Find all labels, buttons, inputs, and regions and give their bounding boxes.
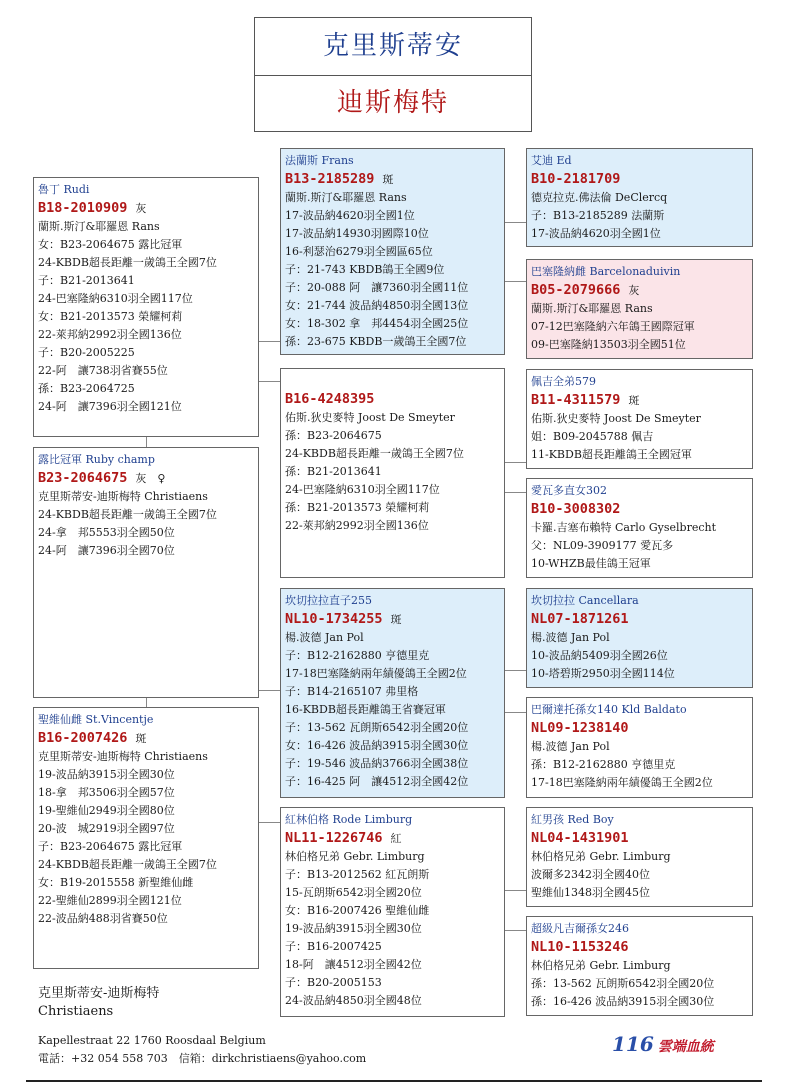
pedigree-line: 德克拉克.佛法倫 DeClercq [531, 191, 668, 204]
pigeon-name: 魯丁 Rudi [38, 183, 90, 196]
color-sex: 灰 [628, 284, 640, 297]
connector [505, 712, 526, 713]
dam-sire-card [280, 588, 505, 798]
pedigree-line: 24-拿 邦5553羽全國50位 [38, 526, 175, 539]
connector [259, 822, 280, 823]
pedigree-line: 17-18巴塞隆納兩年績優鴿王全國2位 [531, 776, 713, 789]
pedigree-line: 16-利瑟治6279羽全國區65位 [285, 245, 433, 258]
pigeon-name: 坎切拉拉 Cancellara [531, 594, 639, 607]
pedigree-line: 女：16-426 波品納3915羽全國30位 [285, 739, 469, 752]
pedigree-line: 女：18-302 拿 邦4454羽全國25位 [285, 317, 469, 330]
ring-number: NL10-1153246 [531, 939, 629, 955]
pedigree-line: 24-KBDB超長距離一歲鴿王全國7位 [38, 256, 217, 269]
pigeon-name: 巴爾達托孫女140 Kld Baldato [531, 703, 687, 716]
color-sex: 紅 [390, 832, 402, 845]
ssd-card [526, 259, 753, 359]
pedigree-line: 子：21-743 KBDB鴿王全國9位 [285, 263, 445, 276]
ring-number: NL10-1734255 斑 [285, 611, 402, 627]
ddd-card [526, 916, 753, 1016]
pedigree-line: 24-巴塞隆納6310羽全國117位 [38, 292, 193, 305]
pedigree-line: 女：B19-2015558 新聖維仙雌 [38, 876, 194, 889]
ring-number: B18-2010909 灰 [38, 200, 147, 216]
pedigree-line: 子：16-425 阿 讓4512羽全國42位 [285, 775, 469, 788]
connector [505, 281, 526, 282]
pedigree-line: 10-WHZB最佳鴿王冠軍 [531, 557, 651, 570]
pedigree-line: 孫：B21-2013641 [285, 465, 382, 478]
pedigree-line: 克里斯蒂安-迪斯梅特 Christiaens [38, 490, 208, 503]
pigeon-name: 艾迪 Ed [531, 154, 572, 167]
pedigree-line: 孫：B23-2064675 [285, 429, 382, 442]
pedigree-line: 17-波品納4620羽全國1位 [285, 209, 415, 222]
dsd-card [526, 697, 753, 798]
pedigree-line: 女：B16-2007426 聖維仙雌 [285, 904, 430, 917]
sds-card [526, 369, 753, 469]
pedigree-line: 楊.波德 Jan Pol [285, 631, 364, 644]
pedigree-line: 18-阿 讓4512羽全國42位 [285, 958, 422, 971]
connector [259, 341, 280, 342]
connector [505, 930, 526, 931]
pedigree-line: 女：21-744 波品納4850羽全國13位 [285, 299, 469, 312]
connector [505, 222, 526, 223]
pigeon-name: 超級凡吉爾孫女246 [531, 922, 629, 935]
pedigree-line: 子：B13-2012562 紅瓦朗斯 [285, 868, 430, 881]
logo-number: 116 [612, 1032, 654, 1056]
ring-number: NL11-1226746 紅 [285, 830, 402, 846]
connector [259, 690, 280, 691]
color-sex: 斑 [135, 732, 147, 745]
color-sex: 斑 [382, 173, 394, 186]
pedigree-line: 佑斯.狄史麥特 Joost De Smeyter [531, 412, 701, 425]
pedigree-line: 19-波品納3915羽全國30位 [285, 922, 422, 935]
pedigree-line: 22-萊邦納2992羽全國136位 [285, 519, 429, 532]
pigeon-name: 紅男孩 Red Boy [531, 813, 614, 826]
pedigree-line: 10-波品納5409羽全國26位 [531, 649, 668, 662]
pedigree-line: 蘭斯.斯汀&耶羅恩 Rans [38, 220, 160, 233]
owner-name: 克里斯蒂安-迪斯梅特 [38, 986, 160, 1001]
logo-text: 雲端血統 [657, 1039, 714, 1055]
color-sex: 灰 ♀ [135, 472, 166, 485]
pigeon-name: 法蘭斯 Frans [285, 154, 354, 167]
pedigree-line: 24-KBDB超長距離一歲鴿王全國7位 [38, 858, 217, 871]
ring-number: B16-2007426 斑 [38, 730, 147, 746]
pedigree-line: 孫：B23-2064725 [38, 382, 135, 395]
pedigree-line: 子：B12-2162880 亨德里克 [285, 649, 430, 662]
pedigree-line: 孫：23-675 KBDB一歲鴿王全國7位 [285, 335, 467, 348]
pigeon-name: 佩吉全弟579 [531, 375, 596, 388]
pigeon-name: 露比冠軍 Ruby champ [38, 453, 155, 466]
pedigree-line: 聖維仙1348羽全國45位 [531, 886, 650, 899]
dam-card [33, 707, 259, 969]
dss-card [526, 588, 753, 688]
ring-number: B13-2185289 斑 [285, 171, 394, 187]
pedigree-line: 林伯格兄弟 Gebr. Limburg [531, 959, 671, 972]
address: Kapellestraat 22 1760 Roosdaal Belgium [38, 1034, 266, 1047]
color-sex: 斑 [390, 613, 402, 626]
pedigree-line: 09-巴塞隆納13503羽全國51位 [531, 338, 686, 351]
pedigree-line: 18-拿 邦3506羽全國57位 [38, 786, 175, 799]
breeder-title: 克里斯蒂安 [255, 18, 531, 76]
pedigree-line: 卡羅.吉塞布賴特 Carlo Gyselbrecht [531, 521, 717, 534]
pedigree-line: 孫：B21-2013573 榮耀柯莉 [285, 501, 430, 514]
pedigree-line: 20-波 城2919羽全國97位 [38, 822, 175, 835]
pedigree-line: 22-阿 讓738羽省賽55位 [38, 364, 168, 377]
pedigree-line: 19-波品納3915羽全國30位 [38, 768, 175, 781]
pedigree-line: 子：B20-2005153 [285, 976, 382, 989]
pedigree-line: 17-波品納14930羽國際10位 [285, 227, 429, 240]
connector [505, 462, 526, 463]
connector [505, 890, 526, 891]
pedigree-line: 24-KBDB超長距離一歲鴿王全國7位 [285, 447, 464, 460]
pedigree-line: 子：13-562 瓦朗斯6542羽全國20位 [285, 721, 469, 734]
dam-dam-card [280, 807, 505, 1017]
contact-block [38, 1032, 366, 1068]
sire-card [33, 177, 259, 437]
pedigree-line: 子：19-546 波品納3766羽全國38位 [285, 757, 469, 770]
ring-number: B16-4248395 [285, 391, 375, 407]
ring-number: NL07-1871261 [531, 611, 629, 627]
owner-block [38, 985, 159, 1021]
pigeon-name: 巴塞隆納雌 Barcelonaduivin [531, 265, 681, 278]
ring-number: B10-3008302 [531, 501, 621, 517]
pedigree-line: 子：B20-2005225 [38, 346, 135, 359]
pigeon-name: 愛瓦多直女302 [531, 484, 607, 497]
pedigree-line: 楊.波德 Jan Pol [531, 631, 610, 644]
ring-number: NL04-1431901 [531, 830, 629, 846]
contact-info: 電話：+32 054 558 703 信箱：dirkchristiaens@yahoo.com [38, 1052, 367, 1065]
pedigree-line: 24-阿 讓7396羽全國70位 [38, 544, 175, 557]
pigeon-name: 坎切拉拉直子255 [285, 594, 372, 607]
pedigree-line: 24-阿 讓7396羽全國121位 [38, 400, 182, 413]
pedigree-line: 蘭斯.斯汀&耶羅恩 Rans [531, 302, 653, 315]
pedigree-line: 蘭斯.斯汀&耶羅恩 Rans [285, 191, 407, 204]
connector [146, 437, 147, 447]
pedigree-line: 17-波品納4620羽全國1位 [531, 227, 661, 240]
pedigree-line: 子：B16-2007425 [285, 940, 382, 953]
pedigree-line: 孫：13-562 瓦朗斯6542羽全國20位 [531, 977, 715, 990]
connector [259, 381, 280, 382]
sire-sire-card [280, 148, 505, 355]
pedigree-line: 24-KBDB超長距離一歲鴿王全國7位 [38, 508, 217, 521]
pedigree-line: 子：20-088 阿 讓7360羽全國11位 [285, 281, 469, 294]
owner-name-en: Christiaens [38, 1004, 114, 1019]
pedigree-line: 19-聖維仙2949羽全國80位 [38, 804, 175, 817]
pedigree-line: 子：B13-2185289 法蘭斯 [531, 209, 665, 222]
pedigree-line: 波爾多2342羽全國40位 [531, 868, 650, 881]
pedigree-line: 17-18巴塞隆納兩年績優鴿王全國2位 [285, 667, 467, 680]
pedigree-line: 10-塔碧斯2950羽全國114位 [531, 667, 675, 680]
connector [505, 492, 526, 493]
footer-divider [26, 1080, 762, 1082]
color-sex: 灰 [135, 202, 147, 215]
pedigree-line: 佑斯.狄史麥特 Joost De Smeyter [285, 411, 455, 424]
pedigree-line: 22-波品納488羽省賽50位 [38, 912, 168, 925]
sss-card [526, 148, 753, 247]
pedigree-line: 16-KBDB超長距離鴿王省賽冠軍 [285, 703, 446, 716]
sdd-card [526, 478, 753, 578]
ring-number: B11-4311579 斑 [531, 392, 640, 408]
ring-number: B23-2064675 灰 ♀ [38, 470, 166, 486]
brand-logo [612, 1032, 714, 1058]
pedigree-title-box [254, 17, 532, 132]
pedigree-line: 林伯格兄弟 Gebr. Limburg [531, 850, 671, 863]
pedigree-line: 女：B21-2013573 榮耀柯莉 [38, 310, 183, 323]
pedigree-line: 子：B21-2013641 [38, 274, 135, 287]
pedigree-line: 孫：B12-2162880 亨德里克 [531, 758, 676, 771]
pedigree-line: 克里斯蒂安-迪斯梅特 Christiaens [38, 750, 208, 763]
pigeon-name [285, 372, 500, 390]
color-sex: 斑 [628, 394, 640, 407]
pedigree-line: 11-KBDB超長距離鴿王全國冠軍 [531, 448, 692, 461]
pedigree-line: 林伯格兄弟 Gebr. Limburg [285, 850, 425, 863]
pedigree-line: 父：NL09-3909177 愛瓦多 [531, 539, 674, 552]
pedigree-line: 子：B23-2064675 露比冠軍 [38, 840, 183, 853]
connector [505, 670, 526, 671]
pedigree-line: 22-萊邦納2992羽全國136位 [38, 328, 182, 341]
pedigree-line: 子：B14-2165107 弗里格 [285, 685, 419, 698]
pedigree-line: 姐：B09-2045788 佩吉 [531, 430, 654, 443]
dds-card [526, 807, 753, 907]
pedigree-line: 楊.波德 Jan Pol [531, 740, 610, 753]
subject-pigeon-card [33, 447, 259, 698]
pigeon-name: 聖維仙雌 St.Vincentje [38, 713, 154, 726]
pedigree-line: 孫：16-426 波品納3915羽全國30位 [531, 995, 715, 1008]
ring-number: B10-2181709 [531, 171, 621, 187]
pedigree-line: 女：B23-2064675 露比冠軍 [38, 238, 183, 251]
pedigree-line: 07-12巴塞隆納六年鴿王國際冠軍 [531, 320, 695, 333]
ring-number: B05-2079666 灰 [531, 282, 640, 298]
pedigree-line: 22-聖維仙2899羽全國121位 [38, 894, 182, 907]
connector [146, 698, 147, 707]
breeder-subtitle: 迪斯梅特 [336, 88, 449, 118]
sire-dam-card [280, 368, 505, 578]
ring-number: NL09-1238140 [531, 720, 629, 736]
pedigree-line: 24-波品納4850羽全國48位 [285, 994, 422, 1007]
pedigree-line: 24-巴塞隆納6310羽全國117位 [285, 483, 440, 496]
pigeon-name: 紅林伯格 Rode Limburg [285, 813, 413, 826]
pedigree-line: 15-瓦朗斯6542羽全國20位 [285, 886, 422, 899]
